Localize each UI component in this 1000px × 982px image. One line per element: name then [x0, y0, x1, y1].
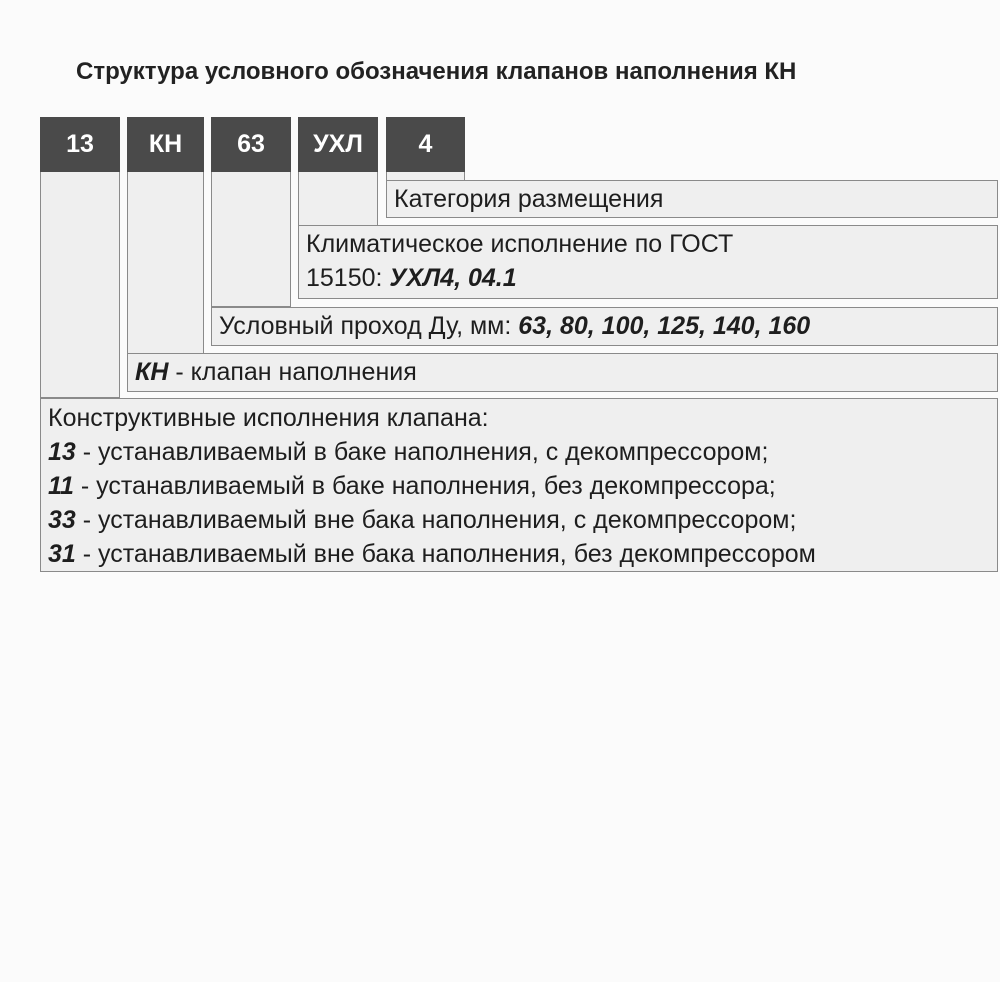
design-version-item	[48, 469, 997, 503]
code-cell-4: 4	[386, 117, 465, 172]
climate-version-values: УХЛ4, 04.1	[389, 264, 517, 292]
design-version-text: - устанавливаемый в баке наполнения, без декомпрессора;	[73, 472, 776, 500]
nominal-bore-box	[211, 307, 998, 346]
placement-category-text: Категория размещения	[394, 185, 664, 213]
valve-type-text: - клапан наполнения	[168, 358, 417, 386]
valve-type-box	[127, 353, 998, 392]
code-cell-uhl: УХЛ	[298, 117, 378, 172]
code-13-column	[40, 172, 120, 398]
code-cell-13: 13	[40, 117, 120, 172]
design-version-code: 11	[48, 472, 74, 500]
code-uhl-column	[298, 172, 378, 227]
placement-category-box	[386, 180, 998, 218]
design-version-text: - устанавливаемый вне бака наполнения, с декомпрессором;	[75, 506, 797, 534]
design-versions-box	[40, 398, 998, 572]
climate-gost-prefix: 15150:	[306, 264, 390, 292]
code-cell-kn: КН	[127, 117, 204, 172]
nominal-bore-values: 63, 80, 100, 125, 140, 160	[518, 312, 811, 340]
design-version-code: 13	[48, 438, 76, 466]
code-cell-63: 63	[211, 117, 291, 172]
design-version-item	[48, 435, 997, 469]
valve-type-code: КН	[135, 358, 169, 386]
design-version-item	[48, 537, 997, 571]
climate-version-box	[298, 225, 998, 299]
design-versions-header: Конструктивные исполнения клапана:	[48, 404, 489, 432]
climate-version-line1: Климатическое исполнение по ГОСТ	[306, 230, 734, 258]
design-version-code: 33	[48, 506, 76, 534]
design-version-text: - устанавливаемый в баке наполнения, с декомпрессором;	[75, 438, 769, 466]
code-63-column	[211, 172, 291, 307]
climate-version-line2	[306, 261, 997, 295]
diagram-title: Структура условного обозначения клапанов наполнения КН	[76, 58, 797, 85]
design-version-item	[48, 503, 997, 537]
nominal-bore-label: Условный проход Ду, мм:	[219, 312, 519, 340]
code-kn-column	[127, 172, 204, 354]
design-version-code: 31	[48, 540, 76, 568]
design-version-text: - устанавливаемый вне бака наполнения, без декомпрессором	[75, 540, 816, 568]
